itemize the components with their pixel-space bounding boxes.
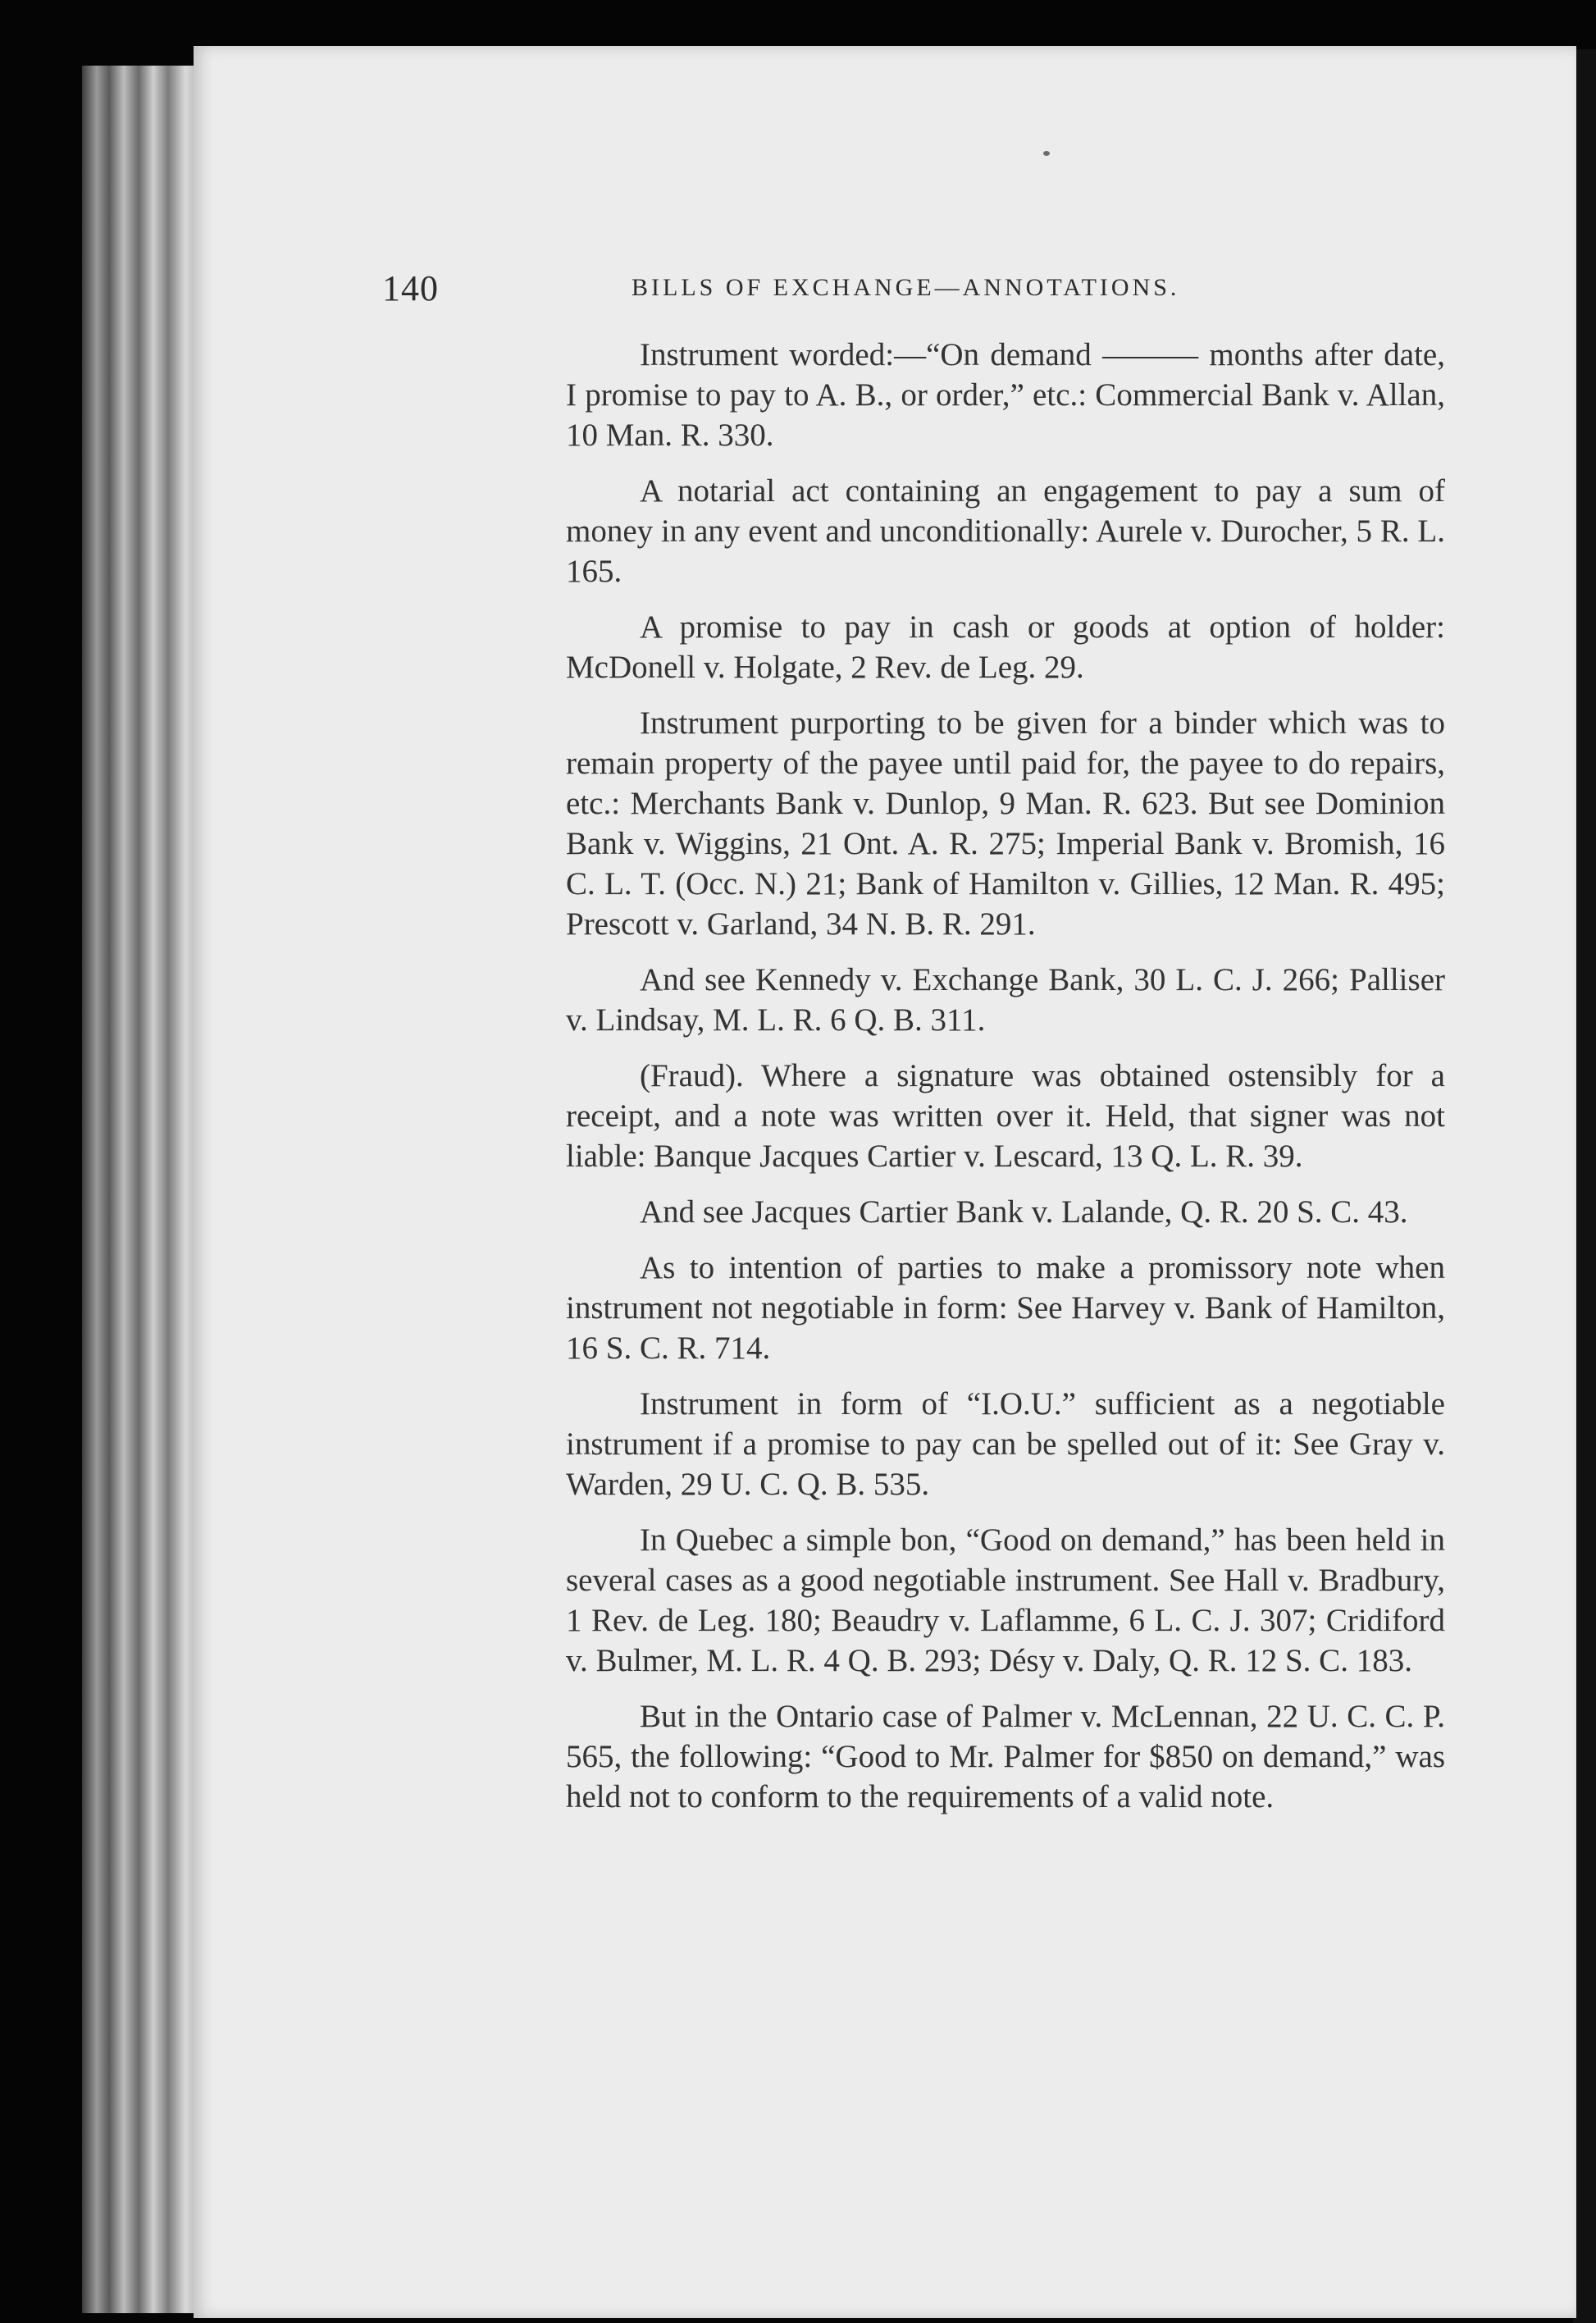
page-header xyxy=(382,267,1448,317)
paragraph: A notarial act containing an engagement to pay a sum of money in any event and unconditionally: Aurele v. Durocher, 5 R. L. 165. xyxy=(566,473,1445,589)
paragraph: Instrument in form of “I.O.U.” sufficient as a negotiable instrument if a promise to pay can be spelled out of it: See Gray v. Warden, 29 U. C. Q. B. 535. xyxy=(566,1386,1445,1502)
annotation-text xyxy=(566,335,1445,1832)
ink-speck xyxy=(1043,151,1050,156)
book-page-edges xyxy=(82,66,205,2313)
paragraph: Instrument purporting to be given for a binder which was to remain property of the payee until paid for, the payee to do repairs, etc.: Merchants Bank v. Dunlop, 9 Man. R. 623. But see Dominion Bank v. Wiggins, 21 Ont. A. R. 275; Imperial Bank v. Bromish, 16 C. L. T. (Occ. N.) 21; Bank of Hamilton v. Gillies, 12 Man. R. 495; Prescott v. Garland, 34 N. B. R. 291. xyxy=(566,705,1445,942)
paragraph: A promise to pay in cash or goods at option of holder: McDonell v. Holgate, 2 Rev. de Leg. 29. xyxy=(566,609,1445,685)
paragraph: And see Jacques Cartier Bank v. Lalande, Q. R. 20 S. C. 43. xyxy=(640,1194,1408,1230)
running-title: BILLS OF EXCHANGE—ANNOTATIONS. xyxy=(632,274,1180,301)
paragraph: But in the Ontario case of Palmer v. McLennan, 22 U. C. C. P. 565, the following: “Good to Mr. Palmer for $850 on demand,” was held not to conform to the requirements of a valid note. xyxy=(566,1699,1445,1814)
paragraph: And see Kennedy v. Exchange Bank, 30 L. C. J. 266; Palliser v. Lindsay, M. L. R. 6 Q. B. 311. xyxy=(566,962,1445,1038)
right-gutter xyxy=(1573,49,1596,2323)
paragraph: In Quebec a simple bon, “Good on demand,” has been held in several cases as a good negotiable instrument. See Hall v. Bradbury, 1 Rev. de Leg. 180; Beaudry v. Laflamme, 6 L. C. J. 307; Cridiford v. Bulmer, M. L. R. 4 Q. B. 293; Désy v. Daly, Q. R. 12 S. C. 183. xyxy=(566,1522,1445,1678)
page-number: 140 xyxy=(382,268,439,308)
paragraph: As to intention of parties to make a promissory note when instrument not negotiable in form: See Harvey v. Bank of Hamilton, 16 S. C. R. 714. xyxy=(566,1250,1445,1366)
paragraph: Instrument worded:—“On demand ——— months after date, I promise to pay to A. B., or order,” etc.: Commercial Bank v. Allan, 10 Man. R. 330. xyxy=(566,337,1445,453)
paragraph: (Fraud). Where a signature was obtained ostensibly for a receipt, and a note was written over it. Held, that signer was not liable: Banque Jacques Cartier v. Lescard, 13 Q. L. R. 39. xyxy=(566,1058,1445,1174)
